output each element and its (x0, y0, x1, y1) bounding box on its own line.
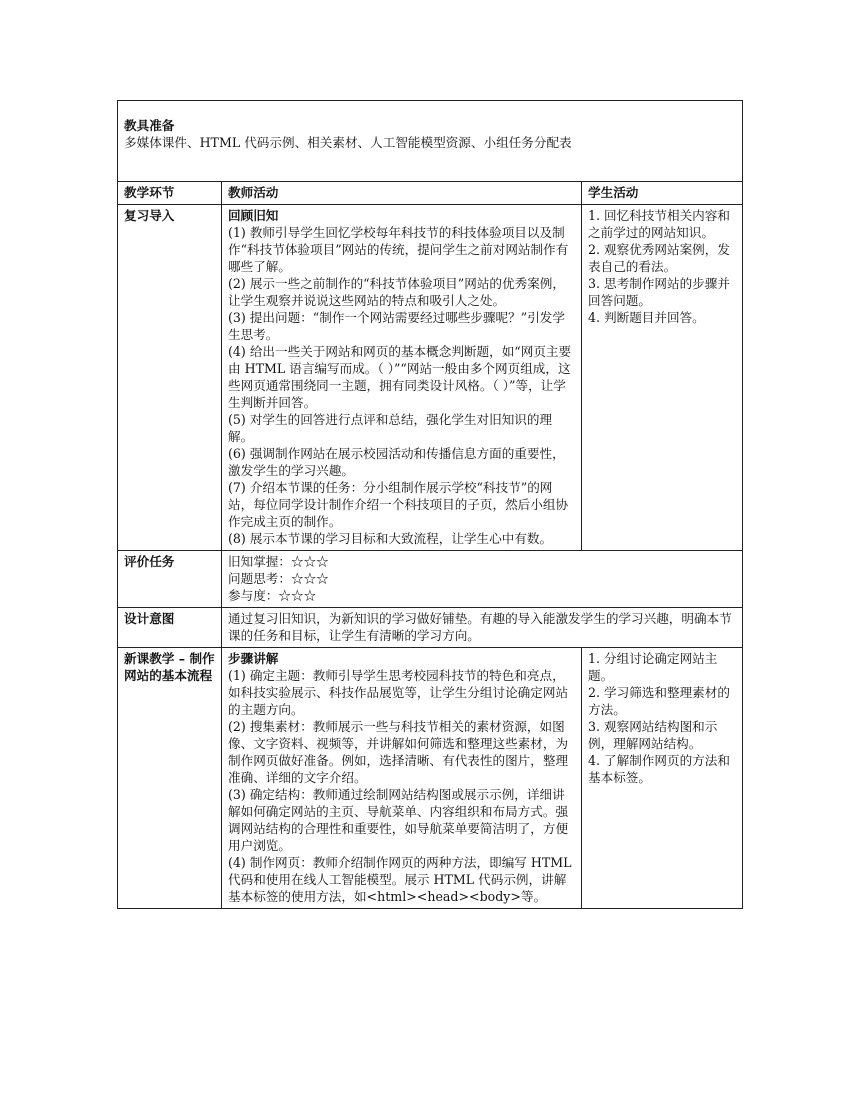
review-item: (2) 展示一些之前制作的“科技节体验项目”网站的优秀案例，让学生观察并说说这些网站的特点和吸引人之处。 (228, 276, 565, 308)
lesson-plan-table (117, 100, 743, 909)
newlesson-item: (4) 制作网页：教师介绍制作网页的两种方法，即编写 HTML 代码和使用在线人工智能模型。展示 HTML 代码示例，讲解基本标签的使用方法，如<html><head><body>等。 (228, 855, 572, 904)
header-stage: 教学环节 (118, 182, 222, 205)
newlesson-student-item: 2. 学习筛选和整理素材的方法。 (588, 685, 730, 717)
evaluation-item: 参与度：☆☆☆ (228, 588, 317, 603)
newlesson-item: (2) 搜集素材：教师展示一些与科技节相关的素材资源，如图像、文字资料、视频等，并讲解如何筛选和整理这些素材，为制作网页做好准备。例如，选择清晰、有代表性的图片，整理准确、详细的文字介绍。 (228, 719, 569, 785)
review-student-item: 1. 回忆科技节相关内容和之前学过的网站知识。 (588, 208, 730, 240)
design-row (118, 608, 743, 648)
prep-row (118, 101, 743, 182)
evaluation-item: 问题思考：☆☆☆ (228, 571, 329, 586)
newlesson-item: (3) 确定结构：教师通过绘制网站结构图或展示示例，详细讲解如何确定网站的主页、导航菜单、内容组织和布局方式。强调网站结构的合理性和重要性，如导航菜单要简洁明了，方便用户浏览。 (228, 787, 569, 853)
design-stage: 设计意图 (118, 608, 222, 648)
header-row (118, 182, 743, 205)
review-student-item: 2. 观察优秀网站案例，发表自己的看法。 (588, 242, 730, 274)
review-row (118, 205, 743, 551)
newlesson-item: (1) 确定主题：教师引导学生思考校园科技节的特色和亮点，如科技实验展示、科技作品展览等，让学生分组讨论确定网站的主题方向。 (228, 668, 569, 717)
newlesson-teacher-cell (222, 648, 582, 909)
evaluation-cell (222, 551, 743, 608)
evaluation-row (118, 551, 743, 608)
header-student: 学生活动 (582, 182, 743, 205)
newlesson-student-item: 4. 了解制作网页的方法和基本标签。 (588, 753, 730, 785)
review-student-item: 3. 思考制作网站的步骤并回答问题。 (588, 276, 730, 308)
review-student-cell (582, 205, 743, 551)
newlesson-student-item: 1. 分组讨论确定网站主题。 (588, 651, 718, 683)
evaluation-stage: 评价任务 (118, 551, 222, 608)
prep-title: 教具准备 (124, 118, 175, 133)
header-teacher: 教师活动 (222, 182, 582, 205)
design-text: 通过复习旧知识，为新知识的学习做好铺垫。有趣的导入能激发学生的学习兴趣，明确本节课的任务和目标，让学生有清晰的学习方向。 (222, 608, 743, 648)
newlesson-title: 步骤讲解 (228, 651, 279, 666)
review-stage: 复习导入 (118, 205, 222, 551)
newlesson-stage: 新课教学 – 制作网站的基本流程 (118, 648, 222, 909)
newlesson-student-cell (582, 648, 743, 909)
review-item: (8) 展示本节课的学习目标和大致流程，让学生心中有数。 (228, 531, 553, 546)
review-item: (4) 给出一些关于网站和网页的基本概念判断题，如“网页主要由 HTML 语言编写而成。（ ）”“网站一般由多个网页组成，这些网页通常围绕同一主题，拥有同类设计风格。（ ）”等，让学生判断并回答。 (228, 344, 572, 410)
prep-text: 多媒体课件、HTML 代码示例、相关素材、人工智能模型资源、小组任务分配表 (124, 135, 572, 150)
review-item: (1) 教师引导学生回忆学校每年科技节的科技体验项目以及制作“科技节体验项目”网站的传统，提问学生之前对网站制作有哪些了解。 (228, 225, 569, 274)
review-item: (3) 提出问题：“制作一个网站需要经过哪些步骤呢？”引发学生思考。 (228, 310, 565, 342)
review-item: (7) 介绍本节课的任务：分小组制作展示学校“科技节”的网站，每位同学设计制作介绍一个科技项目的子页，然后小组协作完成主页的制作。 (228, 480, 569, 529)
review-title: 回顾旧知 (228, 208, 279, 223)
review-student-item: 4. 判断题目并回答。 (588, 310, 705, 325)
review-item: (5) 对学生的回答进行点评和总结，强化学生对旧知识的理解。 (228, 412, 553, 444)
newlesson-row (118, 648, 743, 909)
prep-cell (118, 101, 743, 182)
newlesson-student-item: 3. 观察网站结构图和示例，理解网站结构。 (588, 719, 718, 751)
evaluation-item: 旧知掌握：☆☆☆ (228, 554, 329, 569)
review-item: (6) 强调制作网站在展示校园活动和传播信息方面的重要性，激发学生的学习兴趣。 (228, 446, 565, 478)
review-teacher-cell (222, 205, 582, 551)
